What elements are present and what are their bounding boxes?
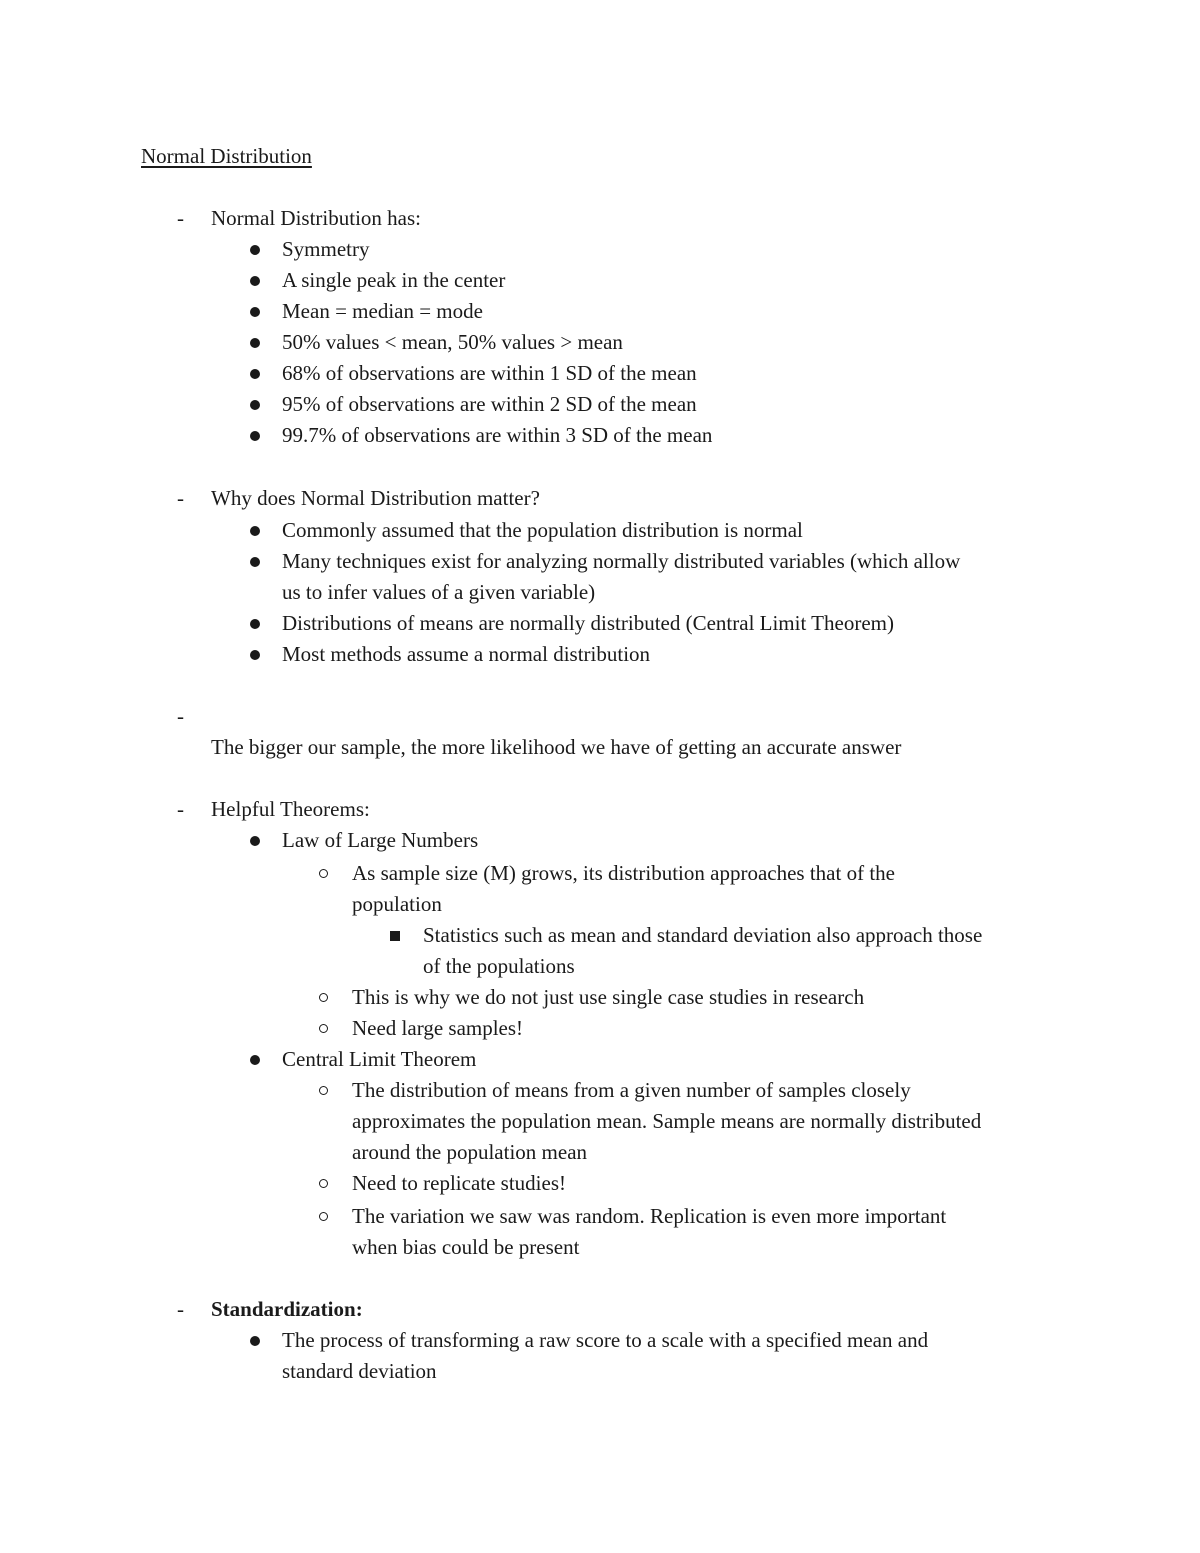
bullet-dot-icon xyxy=(250,650,260,660)
dash-marker: - xyxy=(177,1297,184,1321)
bullet-circle-icon xyxy=(319,869,328,878)
section-heading: Normal Distribution has: xyxy=(211,206,421,230)
sub-list-item-continuation: when bias could be present xyxy=(352,1235,580,1259)
list-item: Symmetry xyxy=(282,237,370,261)
paragraph: The bigger our sample, the more likelihood we have of getting an accurate answer xyxy=(211,735,902,759)
list-item-continuation: standard deviation xyxy=(282,1359,437,1383)
bullet-dot-icon xyxy=(250,400,260,410)
bullet-dot-icon xyxy=(250,526,260,536)
sub-list-item-continuation: population xyxy=(352,892,442,916)
list-item: Many techniques exist for analyzing normally distributed variables (which allow xyxy=(282,549,961,573)
list-item: 95% of observations are within 2 SD of the mean xyxy=(282,392,697,416)
bullet-dot-icon xyxy=(250,245,260,255)
list-item: 50% values < mean, 50% values > mean xyxy=(282,330,623,354)
page-title: Normal Distribution xyxy=(141,144,312,168)
sub-sub-list-item: Statistics such as mean and standard deviation also approach those xyxy=(423,923,983,947)
bullet-dot-icon xyxy=(250,1336,260,1346)
list-item: Central Limit Theorem xyxy=(282,1047,477,1071)
dash-marker: - xyxy=(177,704,184,728)
sub-list-item: Need large samples! xyxy=(352,1016,524,1040)
list-item: A single peak in the center xyxy=(282,268,506,292)
bullet-circle-icon xyxy=(319,993,328,1002)
sub-list-item: This is why we do not just use single case studies in research xyxy=(352,985,865,1009)
sub-list-item-continuation: around the population mean xyxy=(352,1140,588,1164)
bullet-circle-icon xyxy=(319,1086,328,1095)
section-heading: Why does Normal Distribution matter? xyxy=(211,486,540,510)
sub-list-item: The variation we saw was random. Replication is even more important xyxy=(352,1204,947,1228)
bullet-circle-icon xyxy=(319,1179,328,1188)
sub-list-item: The distribution of means from a given number of samples closely xyxy=(352,1078,911,1102)
bullet-dot-icon xyxy=(250,1055,260,1065)
list-item-continuation: us to infer values of a given variable) xyxy=(282,580,596,604)
sub-list-item-continuation: approximates the population mean. Sample means are normally distributed xyxy=(352,1109,982,1133)
bullet-dot-icon xyxy=(250,431,260,441)
list-item: Mean = median = mode xyxy=(282,299,483,323)
list-item: Distributions of means are normally distributed (Central Limit Theorem) xyxy=(282,611,894,635)
bullet-dot-icon xyxy=(250,836,260,846)
list-item: The process of transforming a raw score to a scale with a specified mean and xyxy=(282,1328,929,1352)
bullet-dot-icon xyxy=(250,557,260,567)
list-item: Most methods assume a normal distribution xyxy=(282,642,651,666)
bullet-dot-icon xyxy=(250,338,260,348)
bullet-dot-icon xyxy=(250,619,260,629)
dash-marker: - xyxy=(177,206,184,230)
bullet-circle-icon xyxy=(319,1024,328,1033)
bullet-dot-icon xyxy=(250,276,260,286)
list-item: Commonly assumed that the population distribution is normal xyxy=(282,518,803,542)
dash-marker: - xyxy=(177,486,184,510)
sub-sub-list-item-continuation: of the populations xyxy=(423,954,575,978)
bullet-circle-icon xyxy=(319,1212,328,1221)
sub-list-item: As sample size (M) grows, its distribution approaches that of the xyxy=(352,861,895,885)
bullet-square-icon xyxy=(390,931,400,941)
list-item: 68% of observations are within 1 SD of the mean xyxy=(282,361,697,385)
sub-list-item: Need to replicate studies! xyxy=(352,1171,566,1195)
bullet-dot-icon xyxy=(250,369,260,379)
bullet-dot-icon xyxy=(250,307,260,317)
list-item: Law of Large Numbers xyxy=(282,828,479,852)
list-item: 99.7% of observations are within 3 SD of the mean xyxy=(282,423,713,447)
section-heading: Helpful Theorems: xyxy=(211,797,370,821)
section-heading: Standardization: xyxy=(211,1297,363,1321)
dash-marker: - xyxy=(177,797,184,821)
